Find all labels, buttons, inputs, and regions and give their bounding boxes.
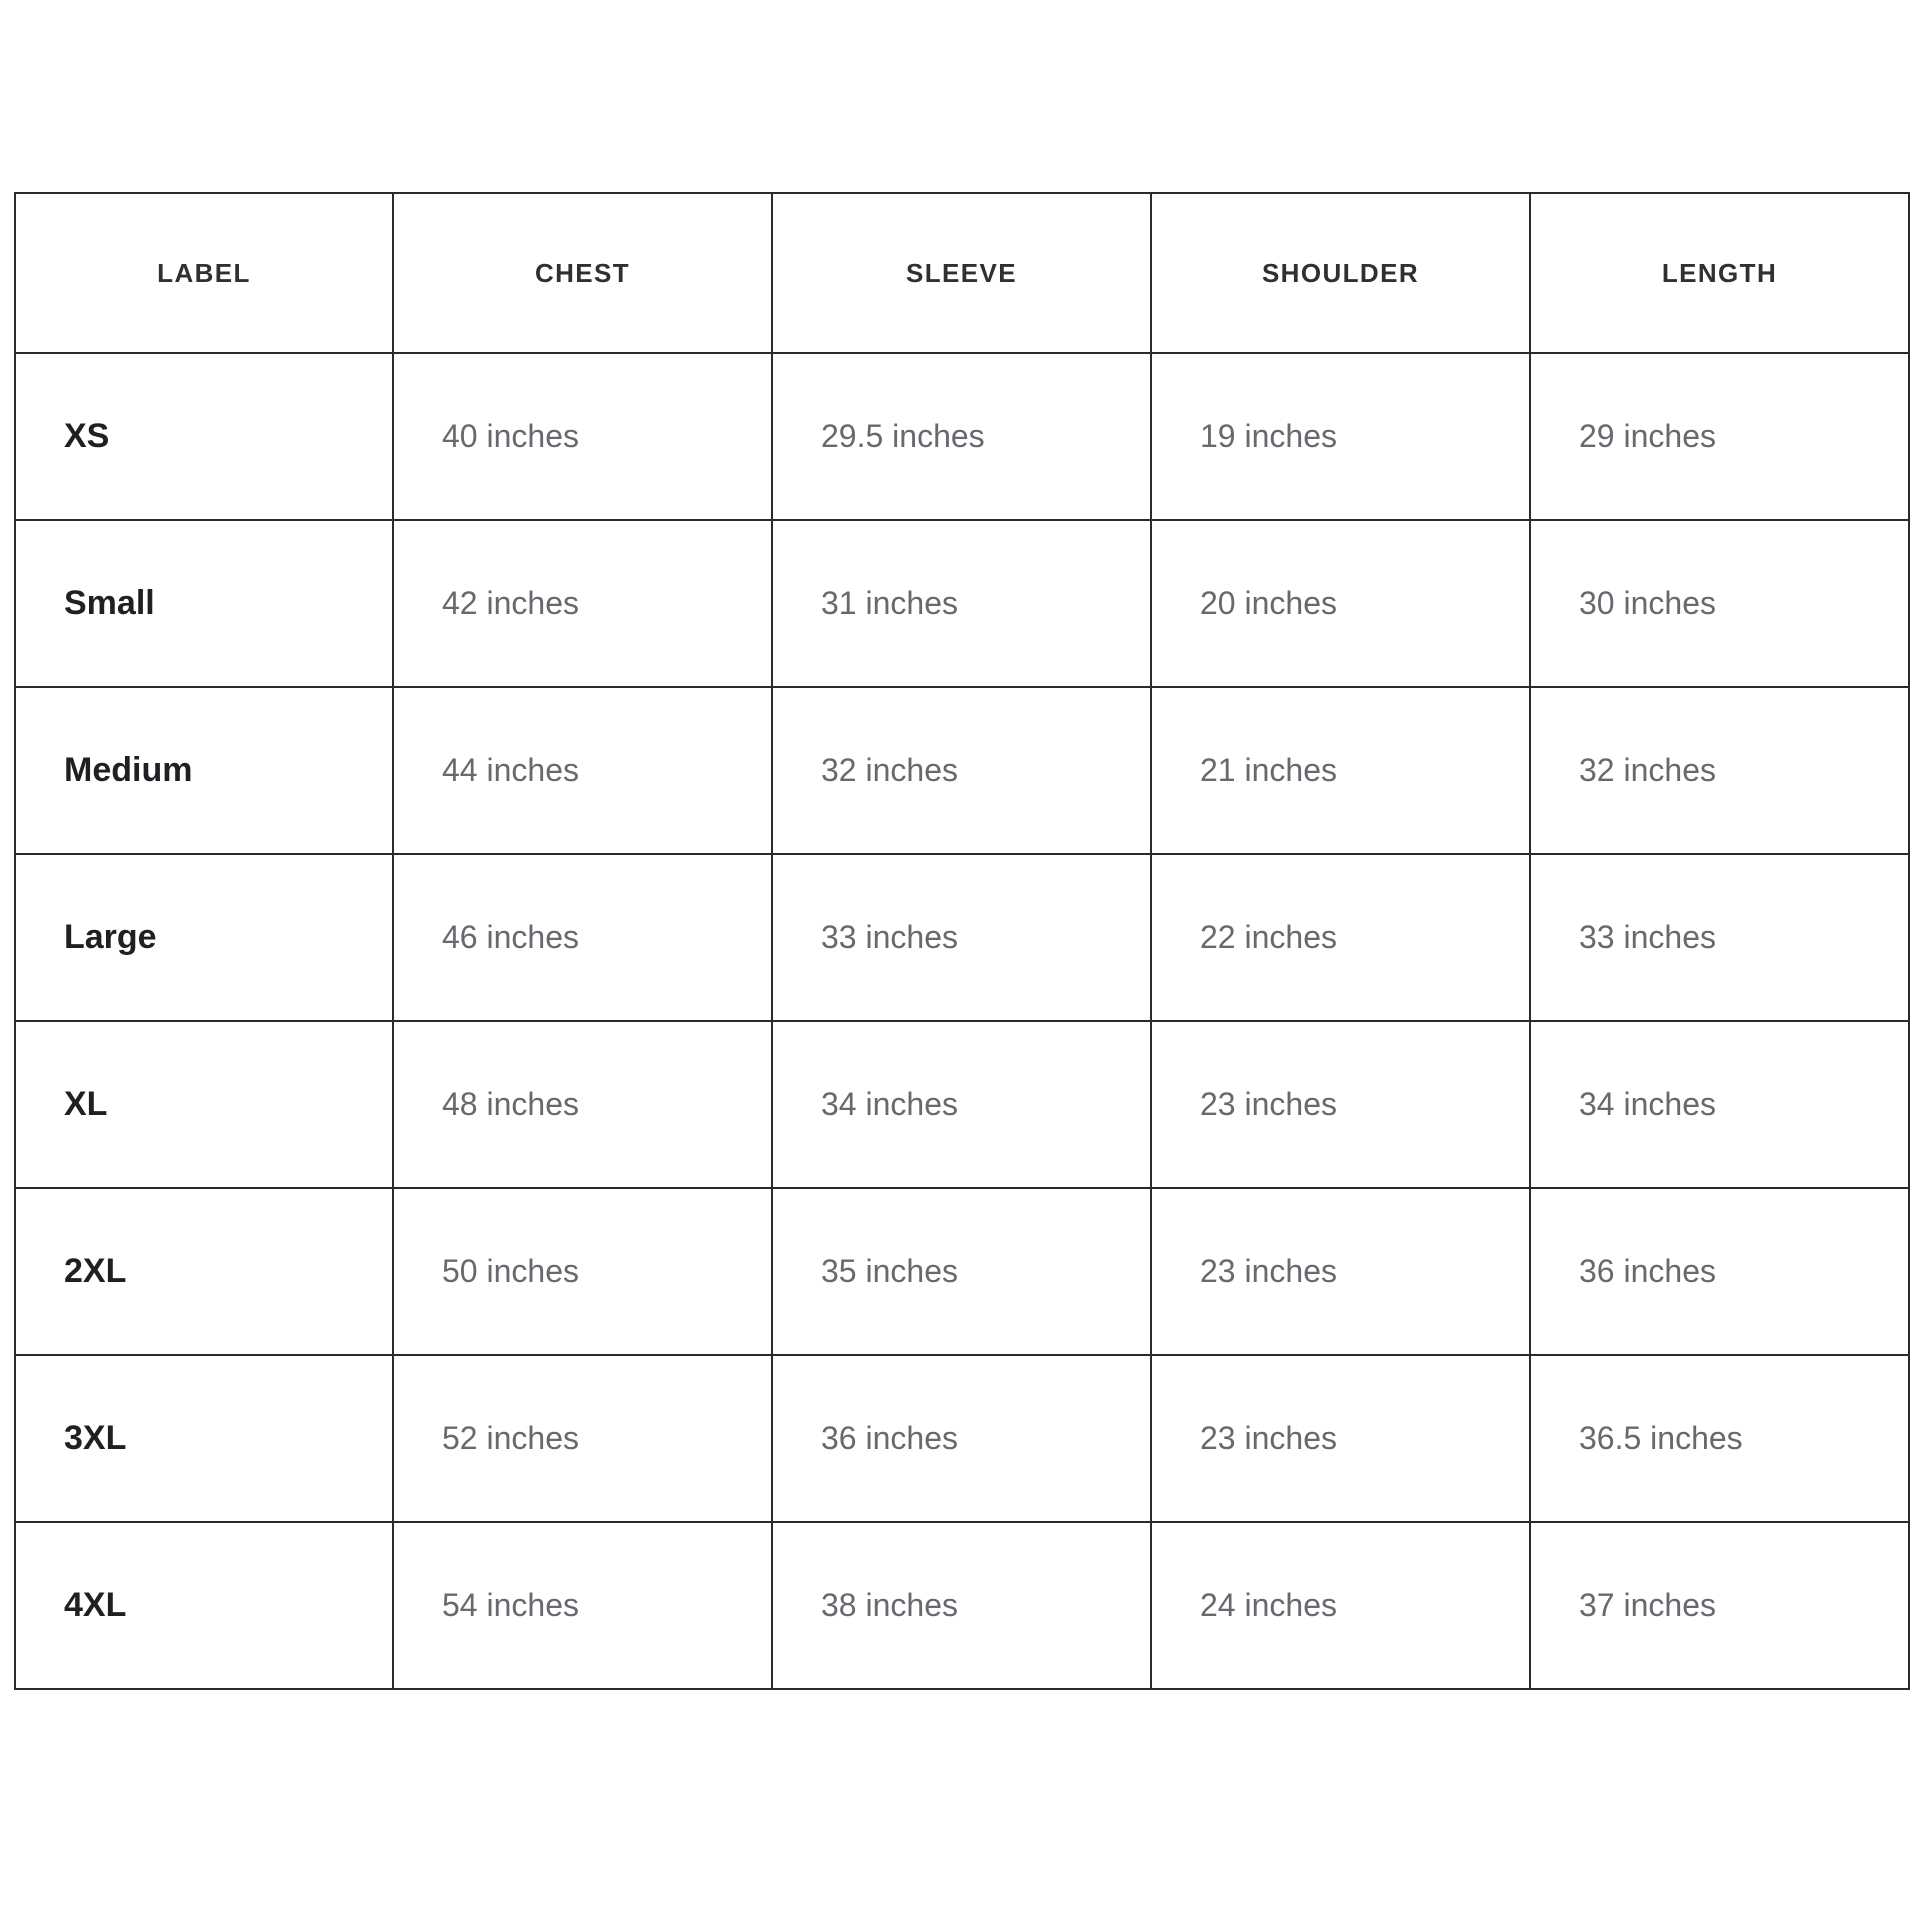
cell-label: Large	[15, 854, 393, 1021]
table-row	[15, 687, 1909, 854]
cell-sleeve: 33 inches	[772, 854, 1151, 1021]
cell-label: 3XL	[15, 1355, 393, 1522]
cell-chest: 52 inches	[393, 1355, 772, 1522]
cell-label: 2XL	[15, 1188, 393, 1355]
table-row	[15, 1188, 1909, 1355]
cell-sleeve: 29.5 inches	[772, 353, 1151, 520]
cell-length: 36 inches	[1530, 1188, 1909, 1355]
cell-chest: 48 inches	[393, 1021, 772, 1188]
cell-chest: 54 inches	[393, 1522, 772, 1689]
table-row	[15, 1355, 1909, 1522]
column-header-length: LENGTH	[1530, 193, 1909, 353]
cell-length: 37 inches	[1530, 1522, 1909, 1689]
cell-shoulder: 23 inches	[1151, 1021, 1530, 1188]
cell-label: 4XL	[15, 1522, 393, 1689]
size-chart-container	[14, 192, 1908, 1690]
cell-chest: 50 inches	[393, 1188, 772, 1355]
cell-chest: 40 inches	[393, 353, 772, 520]
cell-label: Medium	[15, 687, 393, 854]
cell-shoulder: 19 inches	[1151, 353, 1530, 520]
cell-sleeve: 34 inches	[772, 1021, 1151, 1188]
cell-shoulder: 23 inches	[1151, 1188, 1530, 1355]
table-row	[15, 1522, 1909, 1689]
column-header-sleeve: SLEEVE	[772, 193, 1151, 353]
column-header-label: LABEL	[15, 193, 393, 353]
table-header-row	[15, 193, 1909, 353]
table-row	[15, 1021, 1909, 1188]
cell-length: 36.5 inches	[1530, 1355, 1909, 1522]
column-header-shoulder: SHOULDER	[1151, 193, 1530, 353]
cell-shoulder: 23 inches	[1151, 1355, 1530, 1522]
cell-length: 30 inches	[1530, 520, 1909, 687]
cell-shoulder: 21 inches	[1151, 687, 1530, 854]
cell-length: 32 inches	[1530, 687, 1909, 854]
cell-sleeve: 36 inches	[772, 1355, 1151, 1522]
cell-sleeve: 31 inches	[772, 520, 1151, 687]
size-chart-table	[14, 192, 1910, 1690]
cell-chest: 46 inches	[393, 854, 772, 1021]
cell-sleeve: 35 inches	[772, 1188, 1151, 1355]
column-header-chest: CHEST	[393, 193, 772, 353]
cell-length: 29 inches	[1530, 353, 1909, 520]
table-row	[15, 520, 1909, 687]
cell-length: 34 inches	[1530, 1021, 1909, 1188]
cell-length: 33 inches	[1530, 854, 1909, 1021]
cell-chest: 42 inches	[393, 520, 772, 687]
cell-shoulder: 22 inches	[1151, 854, 1530, 1021]
cell-sleeve: 38 inches	[772, 1522, 1151, 1689]
cell-sleeve: 32 inches	[772, 687, 1151, 854]
cell-label: Small	[15, 520, 393, 687]
cell-label: XS	[15, 353, 393, 520]
cell-shoulder: 24 inches	[1151, 1522, 1530, 1689]
cell-label: XL	[15, 1021, 393, 1188]
table-body	[15, 353, 1909, 1689]
table-row	[15, 854, 1909, 1021]
cell-chest: 44 inches	[393, 687, 772, 854]
table-row	[15, 353, 1909, 520]
cell-shoulder: 20 inches	[1151, 520, 1530, 687]
table-header	[15, 193, 1909, 353]
